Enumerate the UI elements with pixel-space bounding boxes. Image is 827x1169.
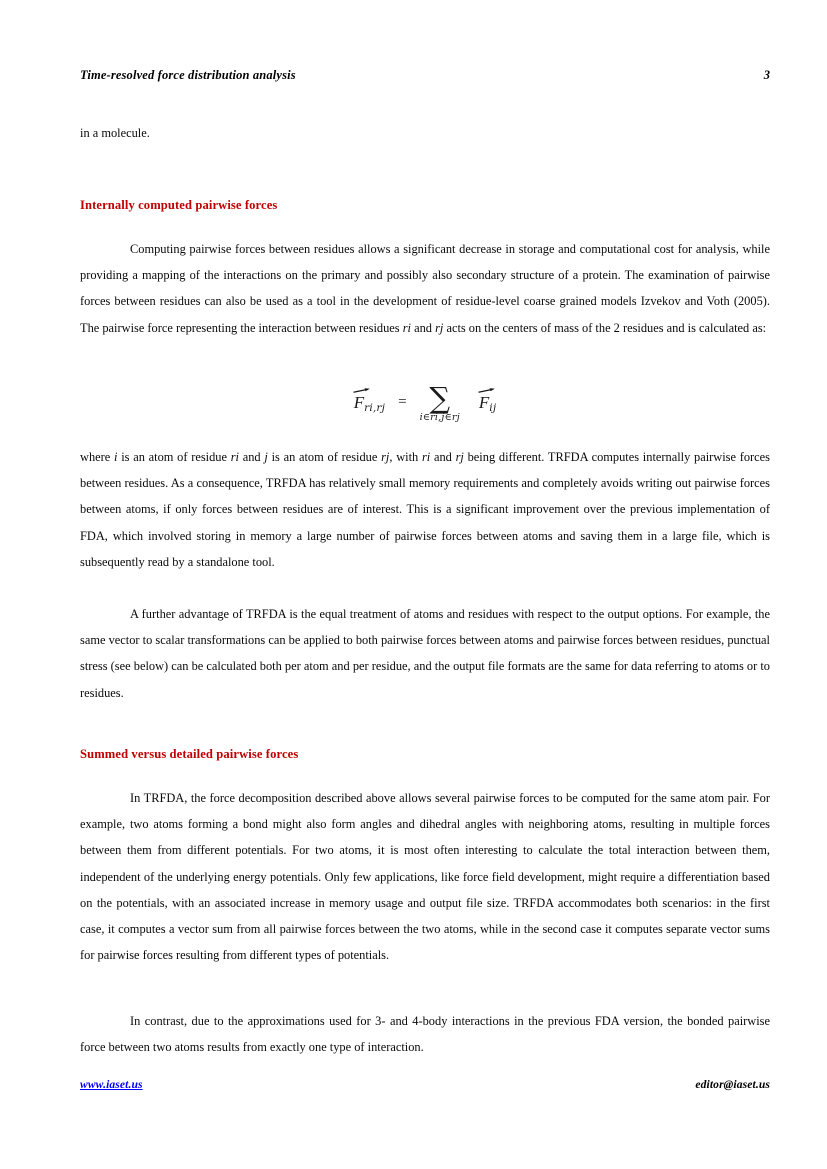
section1-paragraph-3	[80, 601, 770, 706]
equation-summation	[419, 381, 460, 423]
section1-paragraph-1	[80, 236, 770, 341]
s1p2-var-ri-2: ri	[421, 450, 431, 464]
summation-sign-icon: ∑	[429, 381, 451, 415]
section1-heading-text: Internally computed pairwise forces	[80, 198, 278, 212]
s1p2-var-rj-2: rj	[455, 450, 464, 464]
page-content	[80, 0, 770, 1169]
s1p2-part-a: where	[80, 450, 115, 464]
s1p2-part-b: is an atom of residue	[117, 450, 231, 464]
section2-paragraph-1	[80, 785, 770, 968]
page-footer	[80, 1078, 770, 1091]
s1p1-part-b: and	[410, 320, 436, 335]
equation-lhs-vector-F	[354, 391, 385, 414]
s1p2-part-c: and	[239, 450, 265, 464]
s2p2-text: In contrast, due to the approximations used for 3- and 4-body interactions in the previous FDA version, the bonded pairwise force between two atoms results from exactly one type of interaction.	[80, 1014, 770, 1055]
s2p1-text: In TRFDA, the force decomposition described above allows several pairwise forces to be computed for the same atom pair. For example, two atoms forming a bond might also form angles and dihedral angles with neighboring atoms, resulting in multiple forces between them from different potentials. For two atoms, it is most often interesting to calculate the total interaction between them, independent of the underlying energy potentials. Only few applications, like force field development, might require a differentiation based on the potentials, with an associated increase in memory usage and output file size. TRFDA accommodates both scenarios: in the first case, it computes a vector sum from all pairwise forces between the two atoms, while in the second case it computes separate vector sums for pairwise forces resulting from different types of potentials.	[80, 791, 770, 963]
summation-limits: i∈ri,j∈rj	[419, 411, 460, 423]
s1p1-var-ri: ri	[402, 320, 411, 335]
s1p2-part-d: is an atom of residue	[267, 450, 382, 464]
s1p2-part-f: and	[430, 450, 456, 464]
equation-rhs-symbol: F	[478, 393, 490, 413]
section-heading-summed-versus-detailed-pairwise-forces	[80, 747, 770, 762]
s1p2-var-rj-1: rj	[381, 450, 390, 464]
footer-email: editor@iaset.us	[695, 1078, 770, 1091]
equation-inner	[353, 381, 497, 423]
section2-paragraph-2	[80, 1008, 770, 1060]
s1p3-text: A further advantage of TRFDA is the equal treatment of atoms and residues with respect to the output options. For example, the same vector to scalar transformations can be applied to both pairwise forces between atoms and pairwise forces between residues, punctual stress (see below) can be calculated both per atom and per residue, and the output file formats are the same for data referring to atoms or to residues.	[80, 607, 770, 700]
equation-lhs-subscript: ri,rj	[364, 402, 386, 415]
running-head-title: Time-resolved force distribution analysis	[80, 68, 296, 82]
footer-website-link[interactable]: www.iaset.us	[80, 1078, 143, 1091]
s1p2-part-g: being different. TRFDA computes internally pairwise forces between residues. As a consequence, TRFDA has relatively small memory requirements and completely avoids writing out pairwise forces between atoms, if only forces between residues are of interest. This is a significant improvement over the previous implementation of FDA, which involved storing in memory a large number of pairwise forces between atoms and saving them in a large file, which is subsequently read by a standalone tool.	[80, 450, 771, 569]
section1-paragraph-2	[80, 444, 770, 575]
running-head	[80, 68, 770, 83]
vector-arrow-icon	[353, 387, 370, 395]
continuation-paragraph	[80, 120, 770, 146]
s1p1-part-a: Computing pairwise forces between residues allows a significant decrease in storage and computational cost for analysis, while providing a mapping of the interactions on the primary and possibly also secondary structure of a protein. The examination of pairwise forces between residues can also be used as a tool in the development of residue-level coarse grained models Izvekov and Voth (2005). The pairwise force representing the interaction between residues	[80, 242, 770, 335]
section-heading-internally-computed-pairwise-forces	[80, 198, 770, 213]
equation-rhs-vector-F	[479, 391, 496, 414]
vector-arrow-icon	[478, 387, 495, 395]
s1p1-var-rj: rj	[435, 320, 444, 335]
continuation-text: in a molecule.	[80, 126, 150, 140]
equation-rhs-subscript: ij	[489, 402, 497, 415]
s1p2-var-j: j	[264, 450, 268, 464]
equation-relation: =	[398, 394, 407, 411]
section2-heading-text: Summed versus detailed pairwise forces	[80, 747, 299, 761]
s1p2-var-i: i	[114, 450, 118, 464]
s1p2-part-e: , with	[389, 450, 422, 464]
display-equation-pairwise-force	[80, 381, 770, 423]
s1p1-part-c: acts on the centers of mass of the 2 residues and is calculated as:	[443, 320, 767, 335]
page-number: 3	[763, 68, 770, 82]
s1p2-var-ri-1: ri	[230, 450, 239, 464]
equation-lhs-symbol: F	[353, 393, 365, 413]
